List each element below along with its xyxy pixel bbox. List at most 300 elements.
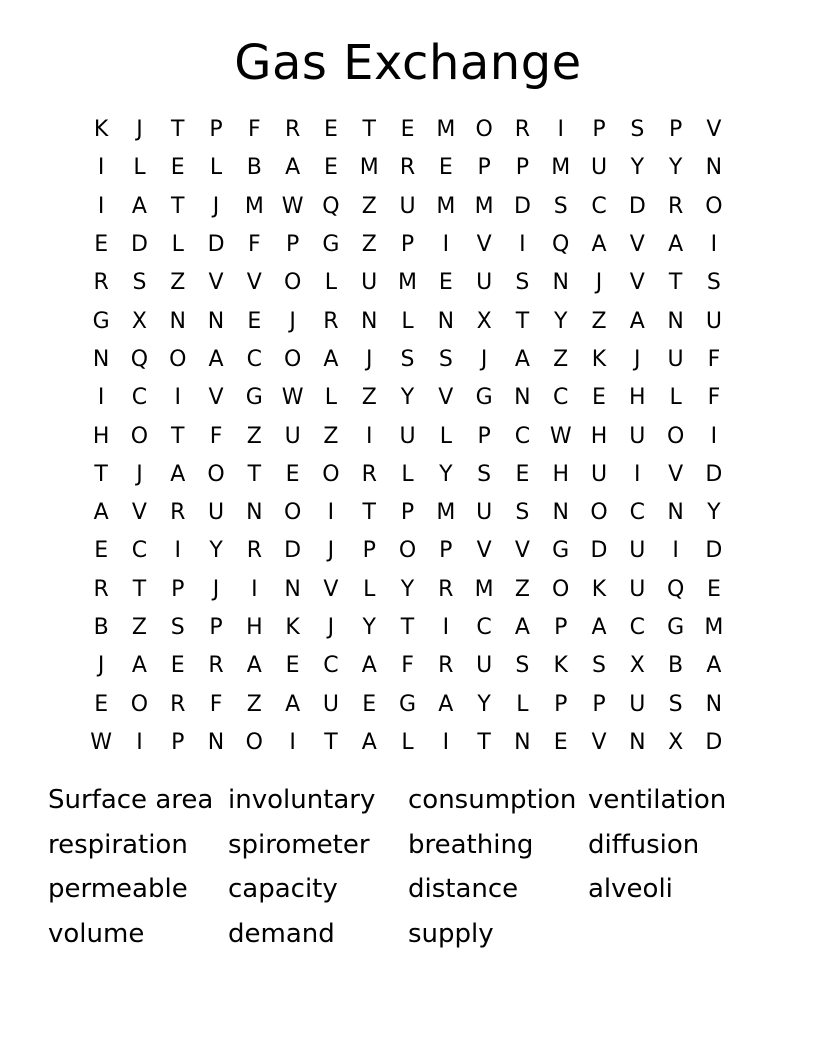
grid-cell[interactable]: R (208, 653, 224, 679)
grid-cell[interactable]: V (629, 270, 645, 296)
grid-cell[interactable]: R (323, 308, 339, 334)
grid-cell[interactable]: U (284, 423, 301, 449)
grid-cell[interactable]: R (93, 270, 109, 296)
grid-cell[interactable]: A (246, 653, 262, 679)
grid-cell[interactable]: B (246, 155, 262, 181)
grid-row (82, 111, 733, 149)
page-title: Gas Exchange (234, 35, 582, 91)
grid-cell[interactable]: I (672, 538, 679, 564)
grid-cell[interactable]: Q (322, 193, 340, 219)
grid-cell[interactable]: S (515, 270, 530, 296)
grid-cell[interactable]: T (247, 461, 262, 487)
grid-cell[interactable]: L (401, 308, 414, 334)
grid-cell[interactable]: F (209, 423, 223, 449)
grid-cell[interactable]: P (668, 117, 683, 143)
grid-cell[interactable]: A (93, 500, 109, 526)
grid-cell[interactable]: E (706, 576, 721, 602)
grid-cell[interactable]: N (92, 346, 110, 372)
grid-cell[interactable]: V (208, 385, 224, 411)
grid-cell[interactable]: T (362, 500, 376, 526)
grid-cell[interactable]: A (706, 653, 722, 679)
grid-cell[interactable]: Y (707, 500, 721, 526)
grid-cell[interactable]: M (436, 193, 456, 219)
grid-cell[interactable]: J (289, 308, 296, 334)
grid-cell[interactable]: S (668, 691, 683, 717)
grid-cell[interactable]: U (476, 500, 493, 526)
grid-cell[interactable]: E (170, 155, 185, 181)
grid-cell[interactable]: Q (552, 232, 570, 258)
grid-cell[interactable]: O (322, 461, 340, 487)
grid-cell[interactable]: U (399, 193, 416, 219)
grid-cell[interactable]: Z (553, 346, 569, 372)
grid-cell[interactable]: D (705, 729, 723, 755)
grid-cell[interactable]: D (130, 232, 148, 258)
grid-cell[interactable]: O (475, 117, 493, 143)
grid-cell[interactable]: N (629, 729, 646, 755)
grid-cell[interactable]: I (97, 193, 105, 219)
grid-cell[interactable]: N (705, 155, 723, 181)
grid-cell[interactable]: S (630, 117, 645, 143)
grid-cell[interactable]: J (136, 461, 143, 487)
grid-cell[interactable]: E (323, 117, 338, 143)
grid-cell[interactable]: Z (170, 270, 186, 296)
grid-cell[interactable]: B (93, 615, 109, 640)
grid-cell[interactable]: W (281, 193, 304, 219)
grid-cell[interactable]: L (669, 385, 682, 411)
grid-cell[interactable]: P (439, 538, 453, 564)
grid-cell[interactable]: H (92, 423, 110, 449)
grid-cell[interactable]: V (323, 576, 339, 602)
grid-cell[interactable]: F (209, 691, 223, 717)
grid-cell[interactable]: E (247, 308, 262, 334)
grid-cell[interactable]: D (284, 538, 302, 564)
grid-cell[interactable]: C (246, 346, 263, 372)
grid-cell[interactable]: Z (591, 308, 607, 334)
grid-cell[interactable]: Z (361, 232, 377, 258)
grid-cell[interactable]: J (327, 538, 335, 564)
grid-cell[interactable]: N (514, 729, 531, 755)
grid-cell[interactable]: M (436, 500, 456, 526)
grid-cell[interactable]: E (170, 653, 185, 679)
grid-cell[interactable]: T (477, 729, 491, 755)
grid-row (82, 417, 733, 455)
grid-cell[interactable]: J (634, 346, 641, 372)
grid-cell[interactable]: T (171, 117, 185, 143)
grid-cell[interactable]: E (285, 653, 300, 679)
grid-cell[interactable]: V (476, 538, 492, 564)
grid-cell[interactable]: I (327, 500, 335, 526)
grid-cell[interactable]: V (208, 270, 224, 296)
grid-cell[interactable]: N (667, 308, 684, 334)
grid-cell[interactable]: A (629, 308, 645, 334)
grid-cell[interactable]: B (668, 653, 684, 679)
grid-cell[interactable]: P (171, 576, 185, 602)
grid-cell[interactable]: A (514, 346, 530, 372)
grid-cell[interactable]: Y (400, 385, 415, 411)
grid-cell[interactable]: J (212, 576, 220, 602)
grid-cell[interactable]: U (361, 270, 378, 296)
grid-cell[interactable]: O (283, 346, 302, 372)
grid-cell[interactable]: I (557, 117, 564, 143)
grid-cell[interactable]: F (248, 232, 261, 258)
grid-cell[interactable]: A (285, 691, 301, 717)
grid-cell[interactable]: C (323, 653, 339, 679)
grid-cell[interactable]: P (285, 232, 300, 258)
grid-cell[interactable]: L (439, 423, 452, 449)
grid-cell[interactable]: D (628, 193, 646, 219)
grid-row (82, 379, 733, 417)
grid-cell[interactable]: Y (630, 155, 645, 181)
grid-cell[interactable]: I (365, 423, 373, 449)
grid-cell[interactable]: G (322, 232, 340, 258)
grid-cell[interactable]: N (667, 500, 684, 526)
grid-cell[interactable]: L (133, 155, 146, 181)
grid-cell[interactable]: W (549, 423, 572, 449)
grid-cell[interactable]: M (359, 155, 379, 181)
grid-cell[interactable]: R (438, 576, 454, 602)
grid-cell[interactable]: P (515, 155, 530, 181)
grid-cell[interactable]: T (362, 117, 376, 143)
grid-cell[interactable]: R (667, 193, 684, 219)
grid-cell[interactable]: Y (668, 155, 683, 181)
grid-cell[interactable]: A (131, 193, 147, 219)
grid-cell[interactable]: I (289, 729, 296, 755)
grid-cell[interactable]: E (94, 538, 109, 564)
grid-cell[interactable]: L (516, 691, 529, 717)
grid-cell[interactable]: S (132, 270, 147, 296)
grid-cell[interactable]: X (476, 308, 492, 334)
grid-cell[interactable]: I (174, 385, 181, 411)
grid-cell[interactable]: U (629, 691, 646, 717)
word-list-item: ventilation (588, 785, 727, 815)
grid-cell[interactable]: S (553, 193, 568, 219)
grid-cell[interactable]: C (553, 385, 569, 411)
grid-cell[interactable]: J (212, 193, 220, 219)
grid-cell[interactable]: S (477, 461, 492, 487)
grid-cell[interactable]: I (136, 729, 143, 755)
grid-cell[interactable]: C (629, 615, 645, 640)
grid-cell[interactable]: I (174, 538, 181, 564)
grid-cell[interactable]: Q (130, 346, 149, 372)
grid-cell[interactable]: G (92, 308, 110, 334)
grid-cell[interactable]: P (554, 615, 568, 640)
grid-cell[interactable]: Z (361, 193, 377, 219)
grid-cell[interactable]: W (90, 729, 113, 755)
grid-cell[interactable]: L (363, 576, 376, 602)
grid-cell[interactable]: C (476, 615, 492, 640)
word-list-item: respiration (48, 829, 188, 860)
grid-cell[interactable]: D (705, 538, 723, 564)
grid-cell[interactable]: U (590, 155, 608, 181)
grid-cell[interactable]: K (285, 615, 300, 640)
grid-cell[interactable]: L (324, 270, 338, 296)
grid-cell[interactable]: C (514, 423, 531, 449)
grid-cell[interactable]: N (207, 729, 225, 755)
grid-cell[interactable]: I (442, 232, 450, 258)
grid-cell[interactable]: K (591, 576, 607, 602)
grid-cell[interactable]: K (591, 346, 607, 372)
grid-cell[interactable]: O (283, 500, 302, 526)
grid-cell[interactable]: R (246, 538, 262, 564)
grid-cell[interactable]: U (629, 538, 646, 564)
grid-cell[interactable]: F (401, 653, 414, 679)
grid-cell[interactable]: Y (477, 691, 491, 717)
grid-cell[interactable]: A (438, 691, 454, 717)
grid-cell[interactable]: N (246, 500, 263, 526)
grid-cell[interactable]: R (170, 500, 186, 526)
grid-cell[interactable]: Y (439, 461, 453, 487)
grid-cell[interactable]: V (438, 385, 454, 411)
grid-cell[interactable]: M (551, 155, 571, 181)
grid-cell[interactable]: H (629, 385, 646, 411)
grid-cell[interactable]: H (590, 423, 608, 449)
grid-cell[interactable]: I (519, 232, 526, 258)
grid-cell[interactable]: Z (514, 576, 530, 602)
grid-cell[interactable]: A (514, 615, 530, 640)
grid-cell[interactable]: L (401, 729, 414, 755)
grid-cell[interactable]: S (515, 500, 530, 526)
grid-cell[interactable]: I (710, 423, 718, 449)
grid-cell[interactable]: E (400, 117, 415, 143)
grid-cell[interactable]: E (362, 691, 377, 717)
grid-cell[interactable]: E (438, 155, 453, 181)
grid-cell[interactable]: E (592, 385, 606, 411)
grid-cell[interactable]: D (705, 461, 723, 487)
grid-cell[interactable]: P (477, 155, 491, 181)
grid-cell[interactable]: T (171, 193, 185, 219)
grid-cell[interactable]: E (553, 729, 568, 755)
grid-row (82, 685, 733, 723)
grid-cell[interactable]: I (97, 155, 105, 181)
grid-cell[interactable]: X (629, 653, 645, 679)
grid-cell[interactable]: O (207, 461, 225, 487)
grid-cell[interactable]: Y (209, 538, 223, 564)
grid-cell[interactable]: F (707, 385, 721, 411)
grid-cell[interactable]: G (667, 615, 685, 640)
grid-cell[interactable]: E (94, 691, 109, 717)
grid-cell[interactable]: P (592, 691, 606, 717)
grid-cell[interactable]: P (209, 615, 223, 640)
grid-cell[interactable]: T (94, 461, 108, 487)
grid-cell[interactable]: N (552, 270, 569, 296)
grid-cell[interactable]: U (629, 576, 646, 602)
grid-cell[interactable]: T (668, 270, 683, 296)
grid-cell[interactable]: I (97, 385, 105, 411)
grid-cell[interactable]: S (706, 270, 721, 296)
grid-cell[interactable]: V (668, 461, 684, 487)
grid-cell[interactable]: J (365, 346, 373, 372)
grid-cell[interactable]: U (667, 346, 684, 372)
grid-cell[interactable]: R (438, 653, 454, 679)
grid-cell[interactable]: A (131, 653, 147, 679)
grid-cell[interactable]: W (281, 385, 304, 411)
grid-cell[interactable]: N (437, 308, 455, 334)
grid-cell[interactable]: D (590, 538, 608, 564)
grid-cell[interactable]: F (248, 117, 261, 143)
grid-cell[interactable]: U (399, 423, 416, 449)
grid-cell[interactable]: R (93, 576, 109, 602)
grid-cell[interactable]: X (668, 729, 684, 755)
grid-cell[interactable]: V (706, 117, 722, 143)
grid-cell[interactable]: O (552, 576, 570, 602)
grid-cell[interactable]: K (553, 653, 568, 679)
grid-cell[interactable]: P (400, 232, 415, 258)
grid-cell[interactable]: I (710, 232, 718, 258)
grid-cell[interactable]: S (170, 615, 185, 640)
grid-cell[interactable]: T (515, 308, 530, 334)
grid-cell[interactable]: V (514, 538, 530, 564)
grid-cell[interactable]: J (480, 346, 488, 372)
grid-cell[interactable]: R (361, 461, 377, 487)
word-list-item: involuntary (228, 785, 376, 815)
grid-cell[interactable]: U (590, 461, 608, 487)
grid-cell[interactable]: I (251, 576, 258, 602)
grid-cell[interactable]: O (666, 423, 685, 449)
grid-cell[interactable]: Z (131, 615, 147, 640)
grid-cell[interactable]: D (207, 232, 225, 258)
grid-cell[interactable]: N (360, 308, 378, 334)
grid-cell[interactable]: E (515, 461, 530, 487)
grid-cell[interactable]: Z (246, 423, 262, 449)
grid-cell[interactable]: I (442, 729, 450, 755)
grid-cell[interactable]: N (552, 500, 569, 526)
grid-cell[interactable]: A (323, 346, 339, 372)
grid-cell[interactable]: E (438, 270, 453, 296)
grid-cell[interactable]: A (170, 461, 186, 487)
grid-cell[interactable]: U (322, 691, 339, 717)
grid-cell[interactable]: E (94, 232, 109, 258)
grid-cell[interactable]: Q (666, 576, 685, 602)
grid-cell[interactable]: O (398, 538, 417, 564)
grid-cell[interactable]: P (400, 500, 415, 526)
grid-cell[interactable]: Z (246, 691, 262, 717)
grid-cell[interactable]: U (207, 500, 225, 526)
grid-cell[interactable]: N (705, 691, 723, 717)
grid-cell[interactable]: D (513, 193, 531, 219)
grid-cell[interactable]: A (208, 346, 224, 372)
grid-cell[interactable]: L (401, 461, 414, 487)
grid-cell[interactable]: E (285, 461, 300, 487)
grid-cell[interactable]: A (591, 232, 607, 258)
grid-cell[interactable]: J (97, 653, 105, 679)
word-list (48, 778, 788, 956)
grid-cell[interactable]: J (595, 270, 603, 296)
grid-cell[interactable]: E (323, 155, 338, 181)
grid-cell[interactable]: I (634, 461, 641, 487)
grid-cell[interactable]: C (591, 193, 607, 219)
grid-cell[interactable]: P (171, 729, 185, 755)
grid-cell[interactable]: X (131, 308, 147, 334)
grid-cell[interactable]: A (361, 729, 377, 755)
grid-cell[interactable]: N (207, 308, 225, 334)
grid-cell[interactable]: P (362, 538, 376, 564)
grid-cell[interactable]: T (171, 423, 185, 449)
grid-cell[interactable]: C (131, 538, 148, 564)
grid-cell[interactable]: A (361, 653, 377, 679)
grid-cell[interactable]: V (476, 232, 492, 258)
grid-cell[interactable]: U (629, 423, 646, 449)
grid-cell[interactable]: C (131, 385, 148, 411)
grid-cell[interactable]: N (169, 308, 186, 334)
grid-cell[interactable]: I (442, 615, 450, 640)
grid-cell[interactable]: L (209, 155, 223, 181)
grid-cell[interactable]: V (131, 500, 147, 526)
grid-cell[interactable]: S (592, 653, 606, 679)
grid-cell[interactable]: G (245, 385, 263, 411)
word-list-item: Surface area (48, 785, 214, 815)
grid-cell[interactable]: O (705, 193, 723, 219)
grid-cell[interactable]: P (209, 117, 223, 143)
grid-cell[interactable]: T (132, 576, 147, 602)
grid-cell[interactable]: A (668, 232, 684, 258)
grid-cell[interactable]: O (130, 691, 149, 717)
grid-cell[interactable]: F (707, 346, 721, 372)
grid-cell[interactable]: P (592, 117, 606, 143)
grid-cell[interactable]: M (398, 270, 418, 296)
grid-cell[interactable]: M (474, 193, 494, 219)
grid-cell[interactable]: V (246, 270, 262, 296)
grid-cell[interactable]: Z (323, 423, 339, 449)
grid-cell[interactable]: T (400, 615, 415, 640)
grid-cell[interactable]: H (552, 461, 569, 487)
grid-cell[interactable]: R (284, 117, 301, 143)
grid-cell[interactable]: N (514, 385, 531, 411)
grid-cell[interactable]: O (169, 346, 187, 372)
grid-cell[interactable]: K (93, 117, 109, 143)
grid-cell[interactable]: C (629, 500, 645, 526)
grid-cell[interactable]: M (244, 193, 264, 219)
grid-cell[interactable]: A (591, 615, 607, 640)
grid-cell[interactable]: J (136, 117, 143, 143)
grid-cell[interactable]: Y (553, 308, 568, 334)
grid-cell[interactable]: U (705, 308, 722, 334)
grid-cell[interactable]: S (400, 346, 415, 372)
grid-cell[interactable]: Y (362, 615, 376, 640)
grid-cell[interactable]: R (514, 117, 531, 143)
grid-cell[interactable]: G (552, 538, 570, 564)
grid-cell[interactable]: M (436, 117, 456, 143)
grid-cell[interactable]: L (324, 385, 338, 411)
grid-cell[interactable]: L (171, 232, 184, 258)
grid-cell[interactable]: U (476, 270, 493, 296)
grid-cell[interactable]: M (474, 576, 494, 602)
grid-cell[interactable]: O (130, 423, 149, 449)
grid-cell[interactable]: S (438, 346, 453, 372)
grid-cell[interactable]: U (476, 653, 493, 679)
grid-cell[interactable]: Y (400, 576, 415, 602)
grid-cell[interactable]: G (398, 691, 417, 717)
grid-cell[interactable]: S (515, 653, 530, 679)
grid-cell[interactable]: J (327, 615, 335, 640)
grid-cell[interactable]: A (285, 155, 301, 181)
grid-cell[interactable]: M (704, 615, 724, 640)
grid-cell[interactable]: T (324, 729, 338, 755)
grid-cell[interactable]: N (284, 576, 301, 602)
grid-cell[interactable]: R (399, 155, 416, 181)
grid-cell[interactable]: O (283, 270, 302, 296)
grid-cell[interactable]: H (246, 615, 263, 640)
grid-cell[interactable]: V (591, 729, 607, 755)
grid-cell[interactable]: Z (361, 385, 377, 411)
grid-cell[interactable]: P (477, 423, 491, 449)
grid-cell[interactable]: R (170, 691, 186, 717)
grid-cell[interactable]: P (554, 691, 568, 717)
grid-cell[interactable]: O (245, 729, 263, 755)
grid-cell[interactable]: G (475, 385, 493, 411)
grid-cell[interactable]: V (629, 232, 645, 258)
grid-cell[interactable]: O (590, 500, 608, 526)
letter-grid (82, 111, 733, 762)
